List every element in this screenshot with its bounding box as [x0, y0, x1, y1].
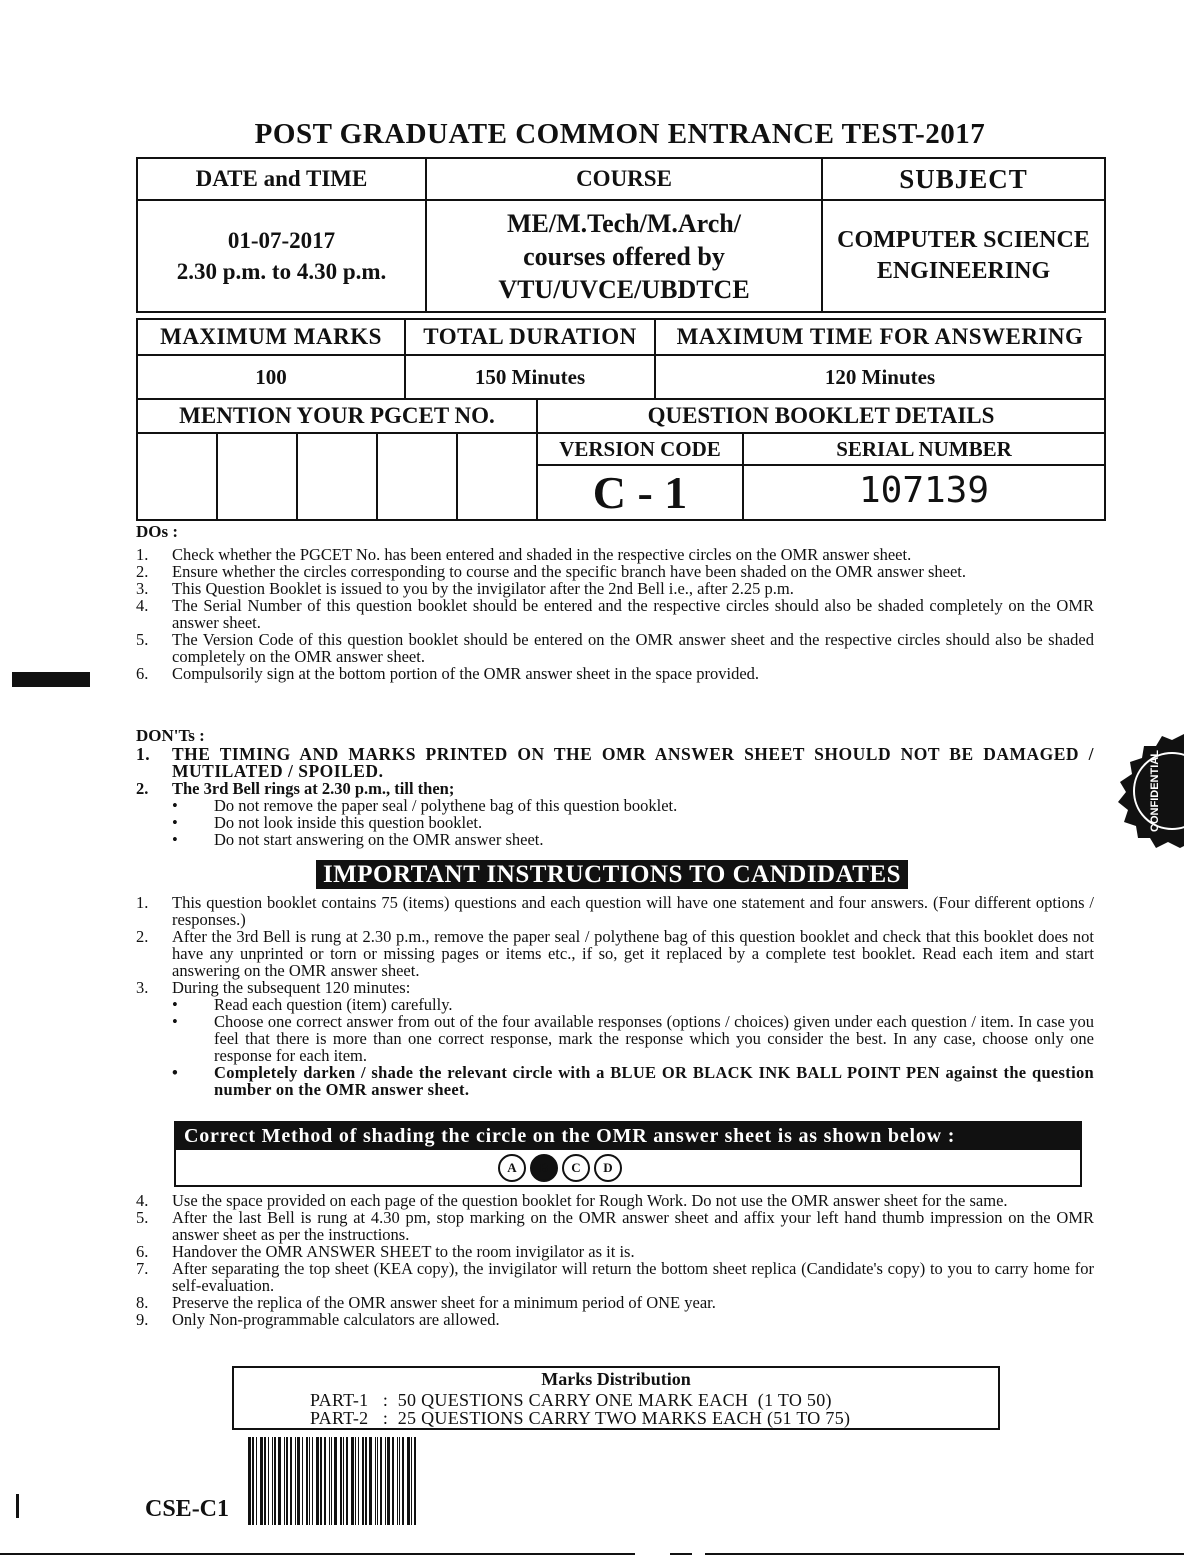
pgcet-digit-box[interactable] [217, 433, 297, 520]
barcode-bar [351, 1437, 354, 1525]
list-item: 2. After the 3rd Bell is rung at 2.30 p.m., remove the paper seal / polythene bag of this question booklet and check that this booklet does not have any unprinted or torn or missing pages or items etc., if so, get it replaced by a complete test booklet. Read each item and start answering on the OMR answer sheet. [136, 927, 1094, 980]
answer-time-value: 120 Minutes [655, 355, 1105, 399]
instruction-text: Use the space provided on each page of the question booklet for Rough Work. Do not use the OMR answer sheet for the same. [172, 1191, 1008, 1210]
list-item [136, 1064, 1094, 1098]
omr-method-box [174, 1121, 1082, 1187]
donts-item-text: The 3rd Bell rings at 2.30 p.m., till then; [172, 779, 455, 798]
list-item: 2. The 3rd Bell rings at 2.30 p.m., till then; [136, 779, 455, 798]
course-line-3: VTU/UVCE/UBDTCE [498, 274, 750, 304]
barcode-bar [377, 1437, 378, 1525]
list-item: 6. Handover the OMR ANSWER SHEET to the room invigilator as it is. [136, 1242, 635, 1261]
barcode-bar [358, 1437, 359, 1525]
donts-heading: DON'Ts : [136, 726, 205, 745]
pgcet-digit-box[interactable] [297, 433, 377, 520]
subject-label: SUBJECT [822, 158, 1105, 200]
list-item [136, 814, 1094, 831]
version-code-value: C - 1 [537, 465, 743, 520]
omr-method-heading: Correct Method of shading the circle on the OMR answer sheet is as shown below : [176, 1123, 1080, 1150]
barcode-bar [324, 1437, 326, 1525]
dos-item-text: The Version Code of this question booklet should be entered on the OMR answer sheet and the respective circles should also be shaded completely on the OMR answer sheet. [172, 630, 1094, 666]
serial-number-label: SERIAL NUMBER [743, 433, 1105, 465]
edge-mark [16, 1494, 19, 1518]
instructions-list-continued [136, 1192, 1094, 1328]
barcode-bar [316, 1437, 319, 1525]
omr-bubble-c: C [562, 1154, 590, 1182]
marks-part-2: PART-2 : 25 QUESTIONS CARRY TWO MARKS EACH (51 TO 75) [310, 1408, 851, 1428]
dos-list [136, 546, 1094, 682]
barcode-bar [387, 1437, 390, 1525]
date-label: DATE and TIME [137, 158, 426, 200]
barcode-bar [297, 1437, 300, 1525]
marks-distribution-heading: Marks Distribution [541, 1369, 691, 1389]
barcode-bar [309, 1437, 310, 1525]
list-item: 7. After separating the top sheet (KEA copy), the invigilator will return the bottom sheet replica (Candidate's copy) to you to carry home for self-evaluation. [136, 1259, 1094, 1295]
course-line-1: ME/M.Tech/M.Arch/ [507, 208, 741, 238]
dos-item-text: Check whether the PGCET No. has been entered and shaded in the respective circles on the OMR answer sheet. [172, 545, 912, 564]
instruction-text: During the subsequent 120 minutes: [172, 978, 411, 997]
barcode-bar [320, 1437, 322, 1525]
marks-part-1: PART-1 : 50 QUESTIONS CARRY ONE MARK EACH (1 TO 50) [310, 1390, 832, 1410]
marks-duration-table [136, 318, 1106, 400]
barcode-bar [392, 1437, 394, 1525]
bottom-rule [0, 1553, 635, 1555]
barcode-bar [399, 1437, 400, 1525]
barcode-bar [397, 1437, 398, 1525]
barcode-bar [355, 1437, 356, 1525]
list-item: 1. THE TIMING AND MARKS PRINTED ON THE OMR ANSWER SHEET SHOULD NOT BE DAMAGED / MUTILATED / SPOILED. [136, 744, 1094, 781]
barcode-bar [278, 1437, 281, 1525]
barcode [248, 1437, 472, 1525]
subject-line-2: ENGINEERING [876, 258, 1051, 284]
instruction-text: Only Non-programmable calculators are allowed. [172, 1310, 500, 1329]
exam-date: 01-07-2017 [227, 228, 336, 253]
subject-line-1: COMPUTER SCIENCE [837, 227, 1090, 253]
barcode-bar [411, 1437, 412, 1525]
barcode-bar [402, 1437, 404, 1525]
barcode-bar [362, 1437, 364, 1525]
instructions-banner: IMPORTANT INSTRUCTIONS TO CANDIDATES [316, 860, 908, 889]
list-item [136, 797, 1094, 814]
max-marks-label: MAXIMUM MARKS [137, 319, 405, 355]
booklet-details-table [136, 398, 1106, 521]
duration-label: TOTAL DURATION [405, 319, 655, 355]
barcode-bar [385, 1437, 386, 1525]
donts-bullet-text: Do not remove the paper seal / polythene bag of this question booklet. [214, 796, 678, 815]
list-item [136, 831, 1094, 848]
list-item: 6. Compulsorily sign at the bottom portion of the OMR answer sheet in the space provided. [136, 664, 760, 683]
page-title: POST GRADUATE COMMON ENTRANCE TEST-2017 [254, 118, 986, 150]
date-time-cell [137, 200, 426, 312]
barcode-bar [331, 1437, 332, 1525]
pgcet-label: MENTION YOUR PGCET NO. [137, 399, 537, 433]
instruction-text: After the last Bell is rung at 4.30 pm, stop marking on the OMR answer sheet and affix your left hand thumb impression on the OMR answer sheet as per the instructions. [172, 1208, 1094, 1244]
instruction-text: After separating the top sheet (KEA copy), the invigilator will return the bottom sheet replica (Candidate's copy) to you to carry home for self-evaluation. [172, 1259, 1094, 1295]
version-code-label: VERSION CODE [537, 433, 743, 465]
list-item: 1. This question booklet contains 75 (items) questions and each question will have one statement and four answers. (Four different options / responses.) [136, 893, 1094, 929]
instructions-list [136, 894, 1094, 1098]
instruction-bullet-text: Read each question (item) carefully. [214, 995, 453, 1014]
course-line-2: courses offered by [523, 241, 725, 271]
dos-heading: DOs : [136, 522, 179, 541]
list-item: 8. Preserve the replica of the OMR answer sheet for a minimum period of ONE year. [136, 1293, 716, 1312]
instruction-text: Preserve the replica of the OMR answer sheet for a minimum period of ONE year. [172, 1293, 716, 1312]
list-item: 4. The Serial Number of this question booklet should be entered and the respective circles should also be shaded completely on the OMR answer sheet. [136, 596, 1094, 632]
dos-item-text: Ensure whether the circles corresponding to course and the specific branch have been shaded on the OMR answer sheet. [172, 562, 967, 581]
list-item: 4. Use the space provided on each page of the question booklet for Rough Work. Do not use the OMR answer sheet for the same. [136, 1191, 1008, 1210]
list-item [136, 996, 1094, 1013]
answer-time-label: MAXIMUM TIME FOR ANSWERING [655, 319, 1105, 355]
booklet-details-label: QUESTION BOOKLET DETAILS [537, 399, 1105, 433]
omr-bubble-b-filled: B [530, 1154, 558, 1182]
barcode-bar [414, 1437, 416, 1525]
pgcet-digit-box[interactable] [377, 433, 457, 520]
barcode-bar [252, 1437, 254, 1525]
omr-bubble-a: A [498, 1154, 526, 1182]
barcode-bar [334, 1437, 337, 1525]
barcode-bar [306, 1437, 308, 1525]
exam-header-table [136, 157, 1106, 313]
list-item: 2. Ensure whether the circles corresponding to course and the specific branch have been shaded on the OMR answer sheet. [136, 562, 967, 581]
scan-mark [12, 672, 90, 687]
booklet-code: CSE-C1 [145, 1496, 230, 1522]
barcode-bar [312, 1437, 313, 1525]
barcode-bar [264, 1437, 266, 1525]
list-item: 5. After the last Bell is rung at 4.30 pm, stop marking on the OMR answer sheet and affix your left hand thumb impression on the OMR answer sheet as per the instructions. [136, 1208, 1094, 1244]
barcode-bar [380, 1437, 382, 1525]
list-item: 3. This Question Booklet is issued to you by the invigilator after the 2nd Bell i.e., after 2.25 p.m. [136, 579, 794, 598]
barcode-bar [272, 1437, 273, 1525]
barcode-bar [346, 1437, 348, 1525]
serial-number-value: 107139 [743, 465, 1105, 520]
list-item: 9. Only Non-programmable calculators are allowed. [136, 1310, 500, 1329]
instruction-bullet-text: Choose one correct answer from out of the four available responses (options / choices) given under each question / item. In case you feel that there is more than one correct response, mark the response which you consider the best. In any case, choose only one response for each item. [214, 1012, 1094, 1065]
barcode-bar [369, 1437, 372, 1525]
exam-time: 2.30 p.m. to 4.30 p.m. [176, 259, 387, 284]
barcode-bar [302, 1437, 303, 1525]
instruction-text: This question booklet contains 75 (items) questions and each question will have one statement and four answers. (Four different options / responses.) [172, 893, 1094, 929]
list-item: 3. During the subsequent 120 minutes: [136, 978, 411, 997]
barcode-bar [274, 1437, 276, 1525]
pgcet-digit-box[interactable] [457, 433, 537, 520]
subject-cell [822, 200, 1105, 312]
donts-list [136, 746, 1094, 848]
seal-label: CONFIDENTIAL [1149, 750, 1161, 832]
course-cell [426, 200, 822, 312]
barcode-bar [284, 1437, 285, 1525]
donts-item-text: THE TIMING AND MARKS PRINTED ON THE OMR ANSWER SHEET SHOULD NOT BE DAMAGED / MUTILATED / SPOILED. [172, 744, 1094, 781]
donts-bullet-text: Do not look inside this question booklet. [214, 813, 483, 832]
barcode-bar [407, 1437, 410, 1525]
barcode-bar [260, 1437, 263, 1525]
dos-item-text: Compulsorily sign at the bottom portion of the OMR answer sheet in the space provided. [172, 664, 760, 683]
confidential-seal-icon [1110, 732, 1184, 850]
barcode-bar [343, 1437, 344, 1525]
instruction-text: Handover the OMR ANSWER SHEET to the room invigilator as it is. [172, 1242, 635, 1261]
donts-bullet-text: Do not start answering on the OMR answer sheet. [214, 830, 544, 849]
barcode-bar [248, 1437, 251, 1525]
dos-item-text: The Serial Number of this question booklet should be entered and the respective circles should also be shaded completely on the OMR answer sheet. [172, 596, 1094, 632]
barcode-bar [329, 1437, 330, 1525]
barcode-bar [340, 1437, 342, 1525]
dos-item-text: This Question Booklet is issued to you by the invigilator after the 2nd Bell i.e., after 2.25 p.m. [172, 579, 794, 598]
omr-bubble-d: D [594, 1154, 622, 1182]
course-label: COURSE [426, 158, 822, 200]
bottom-rule [670, 1553, 692, 1555]
barcode-bar [268, 1437, 269, 1525]
bottom-rule [705, 1553, 1184, 1555]
list-item: 1. Check whether the PGCET No. has been entered and shaded in the respective circles on the OMR answer sheet. [136, 545, 912, 564]
list-item: 5. The Version Code of this question booklet should be entered on the OMR answer sheet and the respective circles should also be shaded completely on the OMR answer sheet. [136, 630, 1094, 666]
barcode-bar [290, 1437, 292, 1525]
barcode-bar [256, 1437, 257, 1525]
duration-value: 150 Minutes [405, 355, 655, 399]
pgcet-digit-box[interactable] [137, 433, 217, 520]
instruction-text: After the 3rd Bell is rung at 2.30 p.m., remove the paper seal / polythene bag of this question booklet and check that this booklet does not have any unprinted or torn or missing pages or items etc., if so, get it replaced by a complete test booklet. Read each item and start answering on the OMR answer sheet. [172, 927, 1094, 980]
barcode-bar [365, 1437, 367, 1525]
barcode-bar [375, 1437, 376, 1525]
barcode-bar [286, 1437, 288, 1525]
omr-bubble-example [498, 1154, 622, 1182]
barcode-bar [295, 1437, 296, 1525]
instruction-bullet-text: Completely darken / shade the relevant circle with a BLUE OR BLACK INK BALL POINT PEN against the question number on the OMR answer sheet. [214, 1063, 1094, 1099]
marks-distribution-box [232, 1366, 1000, 1430]
max-marks-value: 100 [137, 355, 405, 399]
list-item [136, 1013, 1094, 1064]
